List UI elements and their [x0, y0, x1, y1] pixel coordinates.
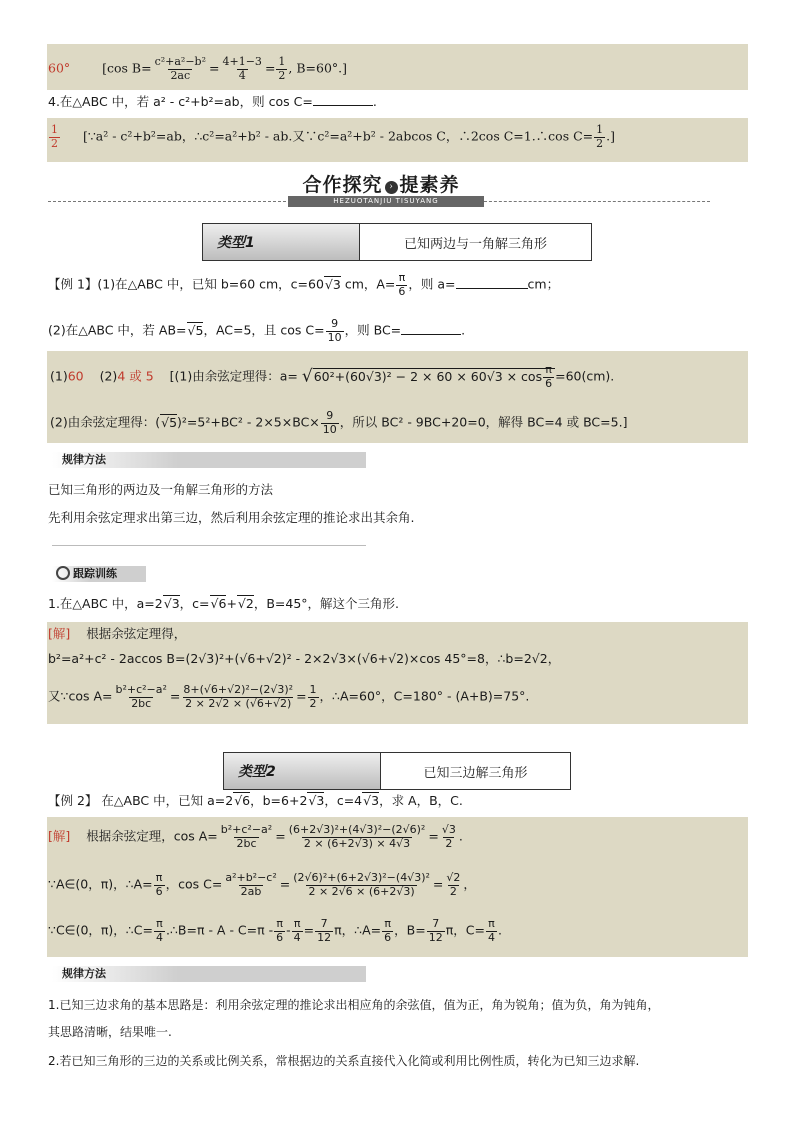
type-1-box — [202, 223, 592, 261]
fraction: $\frac{\pi}{4}$ — [293, 917, 301, 944]
type-2-title: 已知三边解三角形 — [423, 765, 528, 781]
method-1-line-2: 先利用余弦定理求出第三边，然后利用余弦定理的推论求出其余角. — [48, 510, 415, 525]
fraction: $\frac{\pi}{4}$ — [487, 917, 495, 944]
example-2-solution-line-3: ∵C∈(0，π)，∴C= $\frac{\pi}{4}$ .∴B=π - A - C=π - $\frac{\pi}{6}$ - $\frac{\pi}{4}$ = $\frac{7}{12}$ π，∴A= $\frac{\pi}{6}$ ，B= $\frac{7}{12}$ π，C= $\frac{\pi}{4}$ . — [48, 917, 502, 944]
fraction: $\frac{\text{b²+c²−a²}}{2bc}$ — [220, 823, 273, 850]
example-1-part-1: 【例 1】(1)在△ABC 中，已知 b=60 cm，c=60√3 cm，A= $\frac{\pi}{6}$ ，则 a= cm； — [48, 271, 560, 298]
fraction: $\frac{√2}{2}$ — [446, 871, 461, 898]
answer-blank — [313, 105, 373, 106]
example-1-part-2: (2)在△ABC 中，若 AB=√5，AC=5，且 cos C= $\frac{9}{10}$ ，则 BC= . — [48, 317, 466, 344]
answer-3-line: 60° [cos B= $\frac{\text{c²+a²−b²}}{2ac}$ = $\frac{4+1-3}{4}$ = $\frac{1}{2}$ , B=60°.] — [48, 55, 348, 82]
radical: 60²+(60√3)² − 2 × 60 × 60√3 × cos $\frac{\pi}{6}$ — [313, 368, 555, 384]
training-solution-line-3: 又∵cos A= $\frac{\text{b²+c²−a²}}{2bc}$ = $\frac{\text{8+(√6+√2)²−(2√3)²}}{2 \times 2√2 \times (√6+√2)}$ = $\frac{1}{2}$ ，∴A=60°，C=180° - (A+B)=75°. — [48, 683, 530, 710]
fraction: $\frac{\text{(2√6)²+(6+2√3)²−(4√3)²}}{2 \times 2√6 \times (6+2√3)}$ — [293, 871, 430, 898]
fraction: $\frac{\pi}{6}$ — [155, 871, 163, 898]
fraction: $\frac{4+1-3}{4}$ — [222, 55, 262, 82]
method-1-line-1: 已知三角形的两边及一角解三角形的方法 — [48, 482, 274, 497]
fraction: $\frac{\pi}{6}$ — [545, 363, 553, 390]
fraction: $\frac{1}{2}$ — [596, 123, 604, 150]
fraction: $\frac{9}{10}$ — [322, 409, 337, 436]
type-1-label: 类型1 — [203, 224, 360, 260]
method-tag-1: 规律方法 — [52, 452, 366, 468]
fraction: $\frac{\text{c²+a²−b²}}{2ac}$ — [154, 55, 207, 82]
fraction: $\frac{1}{2}$ — [309, 683, 317, 710]
answer-blank — [456, 288, 528, 289]
question-4: 4.在△ABC 中，若 a² - c²+b²=ab，则 cos C= . — [48, 94, 377, 109]
solution-1-line-2: (2)由余弦定理得：(√5)²=5²+BC² - 2×5×BC× $\frac{9}{10}$ ，所以 BC² - 9BC+20=0，解得 BC=4 或 BC=5.] — [50, 409, 628, 436]
answer-4-value: $\frac{1}{2}$ — [51, 123, 58, 150]
fraction: $\frac{\text{(6+2√3)²+(4√3)²−(2√6)²}}{2 \times (6+2√3) \times 4√3}$ — [288, 823, 426, 850]
section-pinyin: HEZUOTANJIU TISUYANG — [288, 196, 484, 207]
arrow-icon: › — [385, 181, 398, 194]
fraction: $\frac{7}{12}$ — [317, 917, 332, 944]
type-2-label: 类型2 — [224, 753, 381, 789]
section-divider-right — [484, 201, 710, 202]
fraction: $\frac{√3}{2}$ — [441, 823, 456, 850]
fraction: $\frac{\pi}{6}$ — [384, 917, 392, 944]
method-2-line-1: 1.已知三边求角的基本思路是：利用余弦定理的推论求出相应角的余弦值，值为正，角为锐角；值为负，角为钝角， — [48, 998, 660, 1012]
method-1-rule — [52, 545, 366, 546]
type-2-box — [223, 752, 571, 790]
method-2-line-2: 其思路清晰，结果唯一. — [48, 1025, 172, 1039]
fraction: $\frac{\text{a²+b²−c²}}{2ab}$ — [225, 871, 277, 898]
training-solution-line-1: [解] 根据余弦定理得， — [48, 626, 187, 641]
fraction: $\frac{\pi}{6}$ — [276, 917, 284, 944]
section-title: 合作探究 › 提素养 — [302, 174, 460, 196]
example-2-solution-line-1: [解] 根据余弦定理，cos A= $\frac{\text{b²+c²−a²}}{2bc}$ = $\frac{\text{(6+2√3)²+(4√3)²−(2√6)²}}{2 \times (6+2√3) \times 4√3}$ = $\frac{√3}{2}$ . — [48, 823, 463, 850]
fraction: $\frac{7}{12}$ — [428, 917, 443, 944]
section-divider-left — [48, 201, 286, 202]
target-icon — [56, 566, 70, 580]
fraction: $\frac{\text{b²+c²−a²}}{2bc}$ — [115, 683, 167, 710]
training-question: 1.在△ABC 中，a=2√3，c=√6+√2，B=45°，解这个三角形. — [48, 596, 400, 611]
method-tag-2: 规律方法 — [52, 966, 366, 982]
example-2-solution-line-2: ∵A∈(0，π)，∴A= $\frac{\pi}{6}$ ，cos C= $\frac{\text{a²+b²−c²}}{2ab}$ = $\frac{\text{(2√6)²+(6+2√3)²−(4√3)²}}{2 \times 2√6 \times (6+2√3)}$ = $\frac{√2}{2}$ ， — [48, 871, 476, 898]
answer-4-line: $\frac{1}{2}$ [∵a² - c²+b²=ab，∴c²=a²+b² - ab.又∵c²=a²+b² - 2abcos C，∴2cos C=1.∴cos C= $\frac{1}{2}$ .] — [51, 123, 615, 150]
fraction: $\frac{1}{2}$ — [278, 55, 286, 82]
type-1-title: 已知两边与一角解三角形 — [403, 236, 547, 252]
answer-blank — [401, 334, 461, 335]
fraction: $\frac{\pi}{4}$ — [155, 917, 163, 944]
training-solution-line-2: b²=a²+c² - 2accos B=(2√3)²+(√6+√2)² - 2×2√3×(√6+√2)×cos 45°=8，∴b=2√2， — [48, 651, 561, 666]
training-tag: 跟踪训练 — [52, 566, 146, 582]
fraction: $\frac{\pi}{6}$ — [398, 271, 406, 298]
fraction: $\frac{9}{10}$ — [327, 317, 342, 344]
fraction: $\frac{\text{8+(√6+√2)²−(2√3)²}}{2 \times 2√2 \times (√6+√2)}$ — [183, 683, 294, 710]
answer-3-value: 60° — [48, 60, 71, 76]
example-2-question: 【例 2】 在△ABC 中，已知 a=2√6，b=6+2√3，c=4√3，求 A，B，C. — [48, 793, 463, 808]
solution-1-line-1: (1)60 (2)4 或 5 [(1)由余弦定理得：a= √60²+(60√3)² − 2 × 60 × 60√3 × cos $\frac{\pi}{6}$ =60(cm). — [50, 363, 615, 390]
method-2-line-3: 2.若已知三角形的三边的关系或比例关系，常根据边的关系直接代入化简或利用比例性质，转化为已知三边求解. — [48, 1054, 640, 1068]
